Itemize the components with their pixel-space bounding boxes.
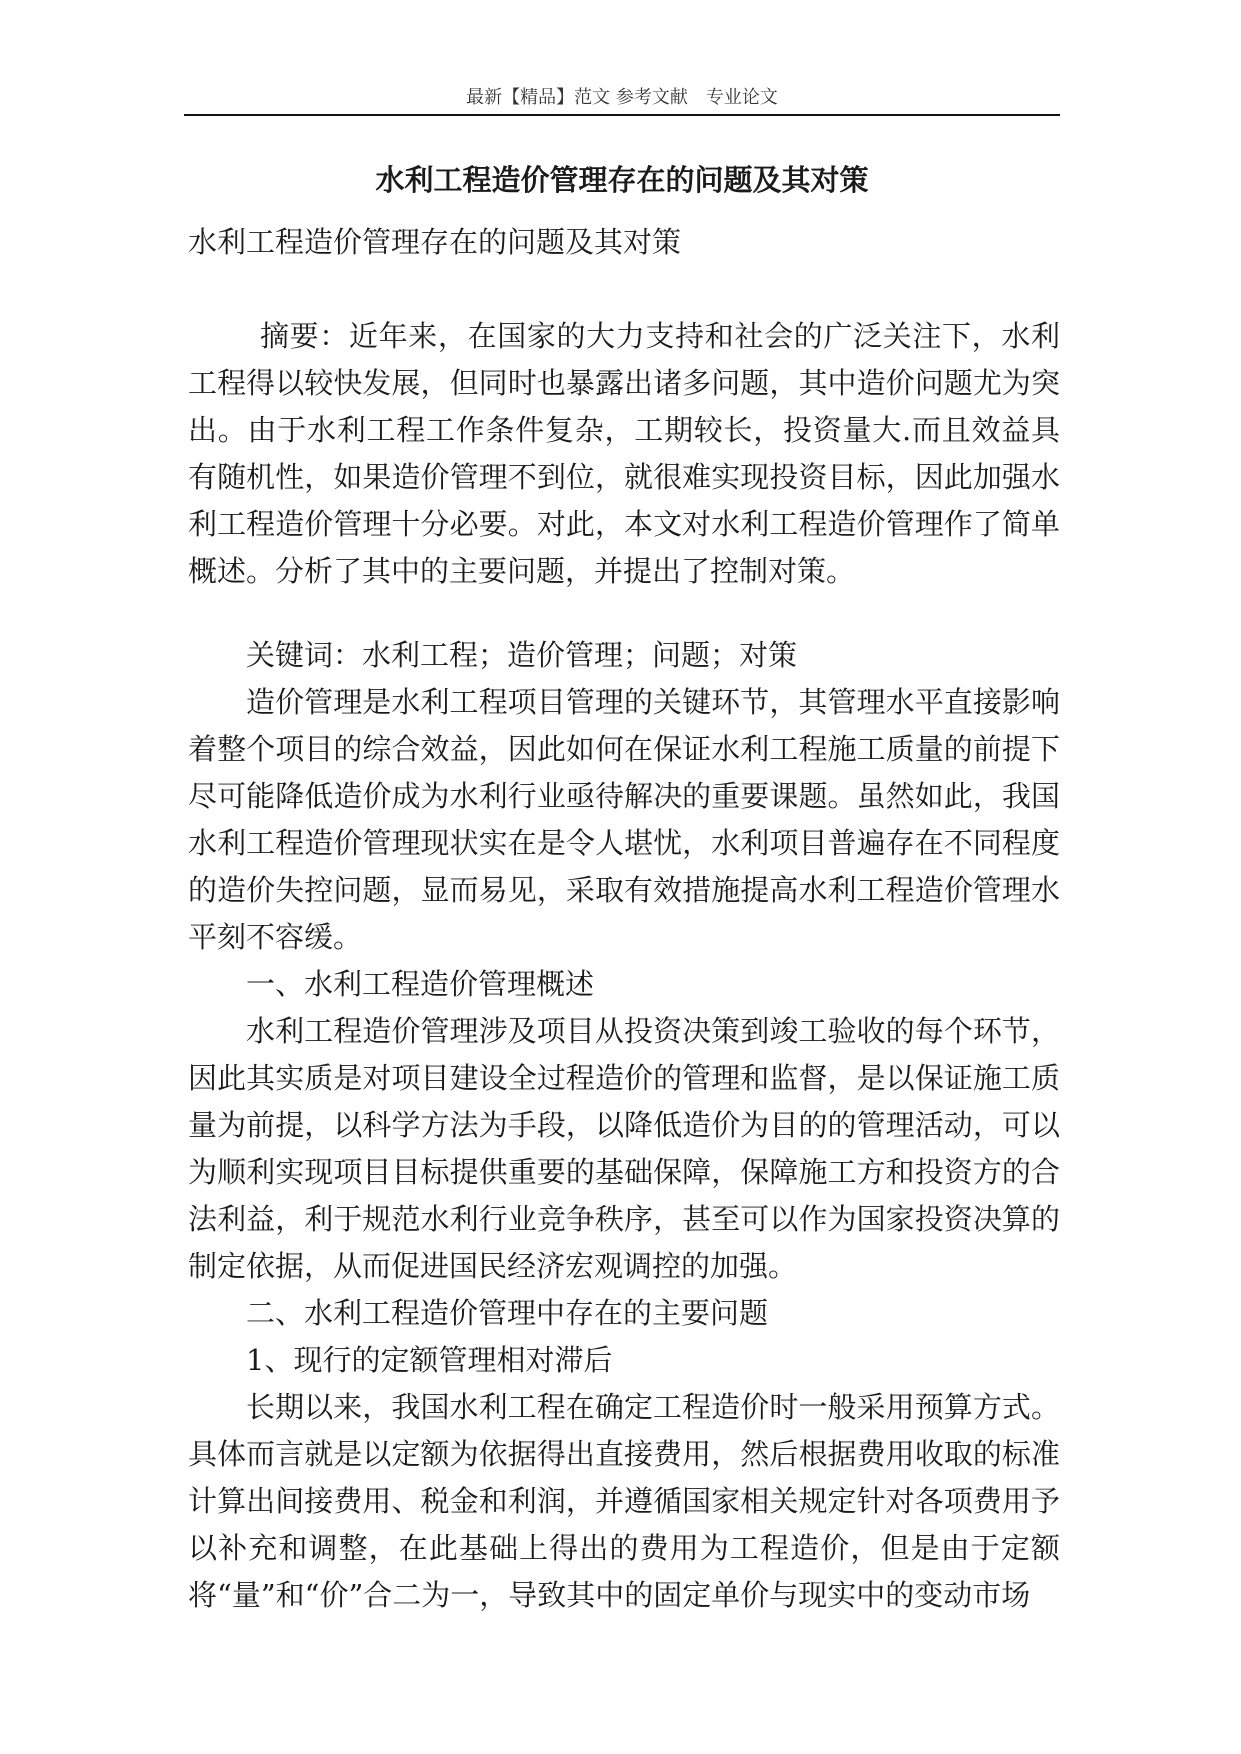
keywords-line: 关键词：水利工程；造价管理；问题；对策	[246, 638, 798, 672]
abstract-paragraph: 摘要：近年来，在国家的大力支持和社会的广泛关注下，水利工程得以较快发展，但同时也暴露出诸多问题，其中造价问题尤为突出。由于水利工程工作条件复杂，工期较长，投资量大.而且效益具有随机性，如果造价管理不到位，就很难实现投资目标，因此加强水利工程造价管理十分必要。对此，本文对水利工程造价管理作了简单概述。分析了其中的主要问题，并提出了控制对策。	[188, 319, 1060, 588]
subsection-heading-1: 1、现行的定额管理相对滞后	[246, 1343, 613, 1377]
document-subtitle: 水利工程造价管理存在的问题及其对策	[188, 225, 682, 259]
header-rule	[184, 114, 1060, 116]
section-1-paragraph: 水利工程造价管理涉及项目从投资决策到竣工验收的每个环节，因此其实质是对项目建设全过程造价的管理和监督，是以保证施工质量为前提，以科学方法为手段，以降低造价为目的的管理活动，可以为顺利实现项目目标提供重要的基础保障，保障施工方和投资方的合法利益，利于规范水利行业竞争秩序，甚至可以作为国家投资决算的制定依据，从而促进国民经济宏观调控的加强。	[188, 1014, 1060, 1283]
section-heading-1: 一、水利工程造价管理概述	[246, 967, 595, 1001]
page-header: 最新【精品】范文 参考文献 专业论文	[466, 87, 778, 108]
body-content	[188, 679, 1060, 1619]
subsection-1-paragraph: 长期以来，我国水利工程在确定工程造价时一般采用预算方式。具体而言就是以定额为依据得出直接费用，然后根据费用收取的标准计算出间接费用、税金和利润，并遵循国家相关规定针对各项费用予以补充和调整，在此基础上得出的费用为工程造价，但是由于定额将“量”和“价”合二为一，导致其中的固定单价与现实中的变动市场	[188, 1390, 1060, 1612]
document-title: 水利工程造价管理存在的问题及其对策	[375, 163, 869, 197]
section-heading-2: 二、水利工程造价管理中存在的主要问题	[246, 1296, 769, 1330]
intro-paragraph: 造价管理是水利工程项目管理的关键环节，其管理水平直接影响着整个项目的综合效益，因此如何在保证水利工程施工质量的前提下尽可能降低造价成为水利行业亟待解决的重要课题。虽然如此，我国水利工程造价管理现状实在是令人堪忧，水利项目普遍存在不同程度的造价失控问题，显而易见，采取有效措施提高水利工程造价管理水平刻不容缓。	[188, 685, 1060, 954]
